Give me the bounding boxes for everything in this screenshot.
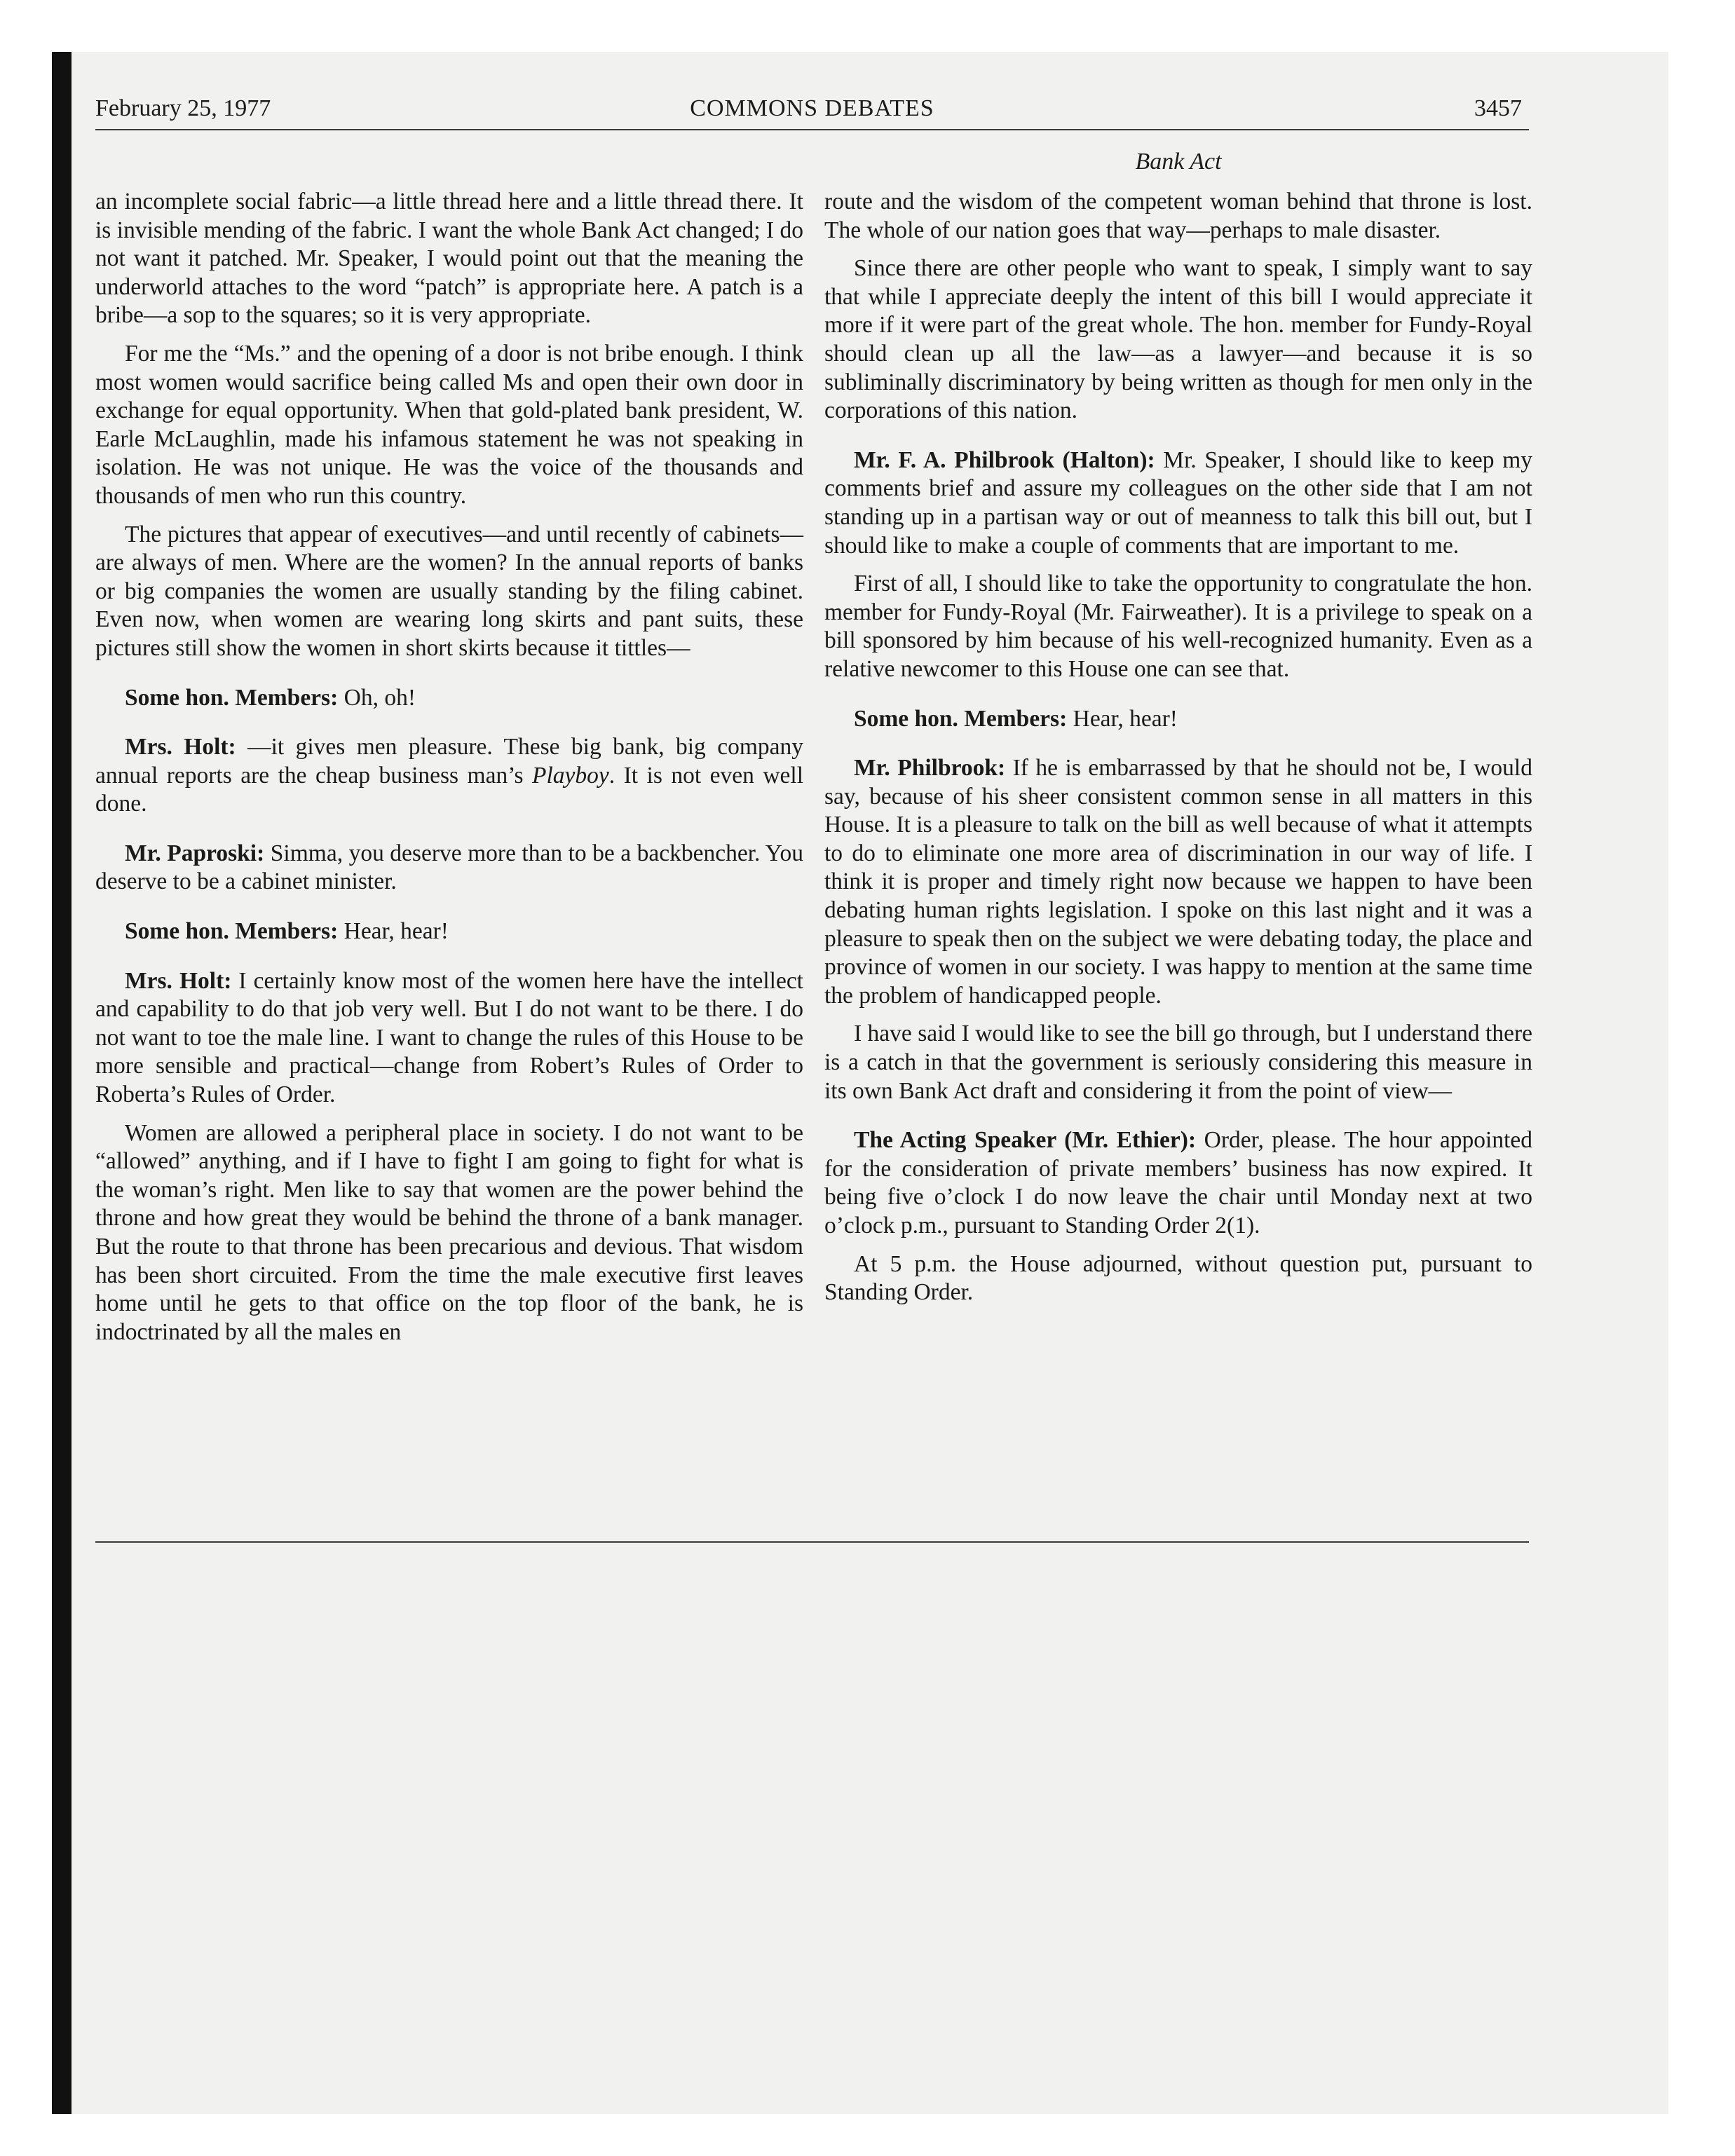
paragraph: Women are allowed a peripheral place in society. I do not want to be “allowed” anything, and if I have to fight I am going to fight for what is the woman’s right. Men like to say that women are the power behind the throne and how great they would be behind the throne of a bank manager. But the route to that throne has been precarious and devious. That wisdom has been short circuited. From the time the male executive first leaves home until he gets to that office on the top floor of the bank, he is indoctrinated by all the males en: [95, 1119, 803, 1345]
paragraph: First of all, I should like to take the opportunity to congratulate the hon. member for Fundy-Royal (Mr. Fairweather). It is a privilege to speak on a bill sponsored by him because of his well-recognized humanity. Even as a relative newcomer to this House one can see that.: [824, 571, 1532, 682]
speaker-name: Mr. Paproski:: [125, 840, 265, 866]
section-subhead: Bank Act: [1135, 149, 1222, 175]
speaker-name: The Acting Speaker (Mr. Ethier):: [854, 1127, 1197, 1154]
page-header: [95, 95, 1529, 130]
paragraph: route and the wisdom of the competent woman behind that throne is lost. The whole of our nation goes that way—perhaps to male disaster.: [824, 189, 1532, 243]
paragraph: an incomplete social fabric—a little thread here and a little thread there. It is invisible mending of the fabric. I want the whole Bank Act changed; I do not want it patched. Mr. Speaker, I would point out that the meaning the underworld attaches to the word “patch” is appropriate here. A patch is a bribe—a sop to the squares; so it is very appropriate.: [95, 189, 803, 329]
speaker-name: Some hon. Members:: [854, 705, 1068, 732]
page-number: 3457: [1474, 95, 1522, 121]
paragraph: I have said I would like to see the bill go through, but I understand there is a catch in that the government is seriously considering this measure in its own Bank Act draft and considering it from the point of view—: [824, 1021, 1532, 1104]
scan-edge: [52, 52, 72, 2114]
speech-text: Hear, hear!: [338, 918, 449, 945]
right-column: [824, 188, 1532, 1317]
header-title: COMMONS DEBATES: [690, 95, 934, 121]
speech: [824, 754, 1532, 1010]
speech-text: I certainly know most of the women here have the intellect and capability to do that job very well. But I do not want to be there. I do not want to toe the male line. I want to change the rules of this House to be more sensible and practical—change from Robert’s Rules of Order to Roberta’s Rules of Order.: [95, 967, 803, 1108]
speaker-name: Mrs. Holt:: [125, 967, 232, 994]
speech-interjection: [95, 917, 803, 946]
speech: [824, 446, 1532, 560]
paragraph: Since there are other people who want to speak, I simply want to say that while I appreciate deeply the intent of this bill I would appreciate it more if it were part of the great whole. The hon. member for Fundy-Royal should clean up all the law—as a lawyer—and because it is so subliminally discriminatory by being written as though for men only in the corporations of this nation.: [824, 255, 1532, 424]
speaker-name: Mr. F. A. Philbrook (Halton):: [854, 446, 1155, 473]
speech-text: If he is embarrassed by that he should not be, I would say, because of his sheer consistent common sense in all matters in this House. It is a pleasure to talk on the bill as well because of what it attempts to do to eliminate one more area of discrimination in our way of life. I think it is proper and timely right now because we happen to have been debating human rights legislation. I spoke on this last night and it was a pleasure to speak then on the subject we were debating today, the place and province of women in our society. I was happy to mention at the same time the problem of handicapped people.: [824, 755, 1532, 1009]
speech-interjection: [824, 705, 1532, 734]
paragraph: At 5 p.m. the House adjourned, without question put, pursuant to Standing Order.: [824, 1250, 1532, 1306]
speech: [824, 1126, 1532, 1240]
paragraph: For me the “Ms.” and the opening of a door is not bribe enough. I think most women would sacrifice being called Ms and open their own door in exchange for equal opportunity. When that gold-plated bank president, W. Earle McLaughlin, made his infamous statement he was not speaking in isolation. He was not unique. He was the voice of the thousands and thousands of men who run this country.: [95, 340, 803, 509]
speech: [95, 733, 803, 819]
speech-text: Mr. Speaker, I should like to keep my comments brief and assure my colleagues on the other side that I am not standing up in a partisan way or out of meanness to talk this bill out, but I should like to make a couple of comments that are important to me.: [824, 446, 1532, 559]
header-date: February 25, 1977: [95, 95, 271, 121]
footer-rule: [95, 1541, 1529, 1543]
speech: [95, 840, 803, 896]
speech-text: Oh, oh!: [338, 684, 416, 711]
speech-text: Hear, hear!: [1067, 705, 1178, 732]
speaker-name: Some hon. Members:: [125, 918, 339, 945]
speech-text: Order, please. The hour appointed for the consideration of private members’ business has now expired. It being five o’clock I do now leave the chair until Monday next at two o’clock p.m., pursuant to Standing Order 2(1).: [824, 1127, 1533, 1239]
paragraph: The pictures that appear of executives—and until recently of cabinets—are always of men. Where are the women? In the annual reports of banks or big companies the women are usually standing by the filing cabinet. Even now, when women are wearing long skirts and pant suits, these pictures still show the women in short skirts because it tittles—: [95, 521, 803, 661]
speaker-name: Mr. Philbrook:: [854, 755, 1006, 782]
italic-title: Playboy: [532, 762, 609, 789]
speech-text: —it gives men pleasure. These big bank, big company annual reports are the cheap business man’s: [95, 734, 803, 789]
speaker-name: Mrs. Holt:: [125, 734, 236, 760]
speaker-name: Some hon. Members:: [125, 684, 339, 711]
speech: [95, 967, 803, 1110]
left-column: [95, 188, 803, 1356]
speech-text: . It is not even well done.: [95, 762, 803, 817]
speech-interjection: [95, 684, 803, 713]
speech-text: Simma, you deserve more than to be a backbencher. You deserve to be a cabinet minister.: [95, 840, 803, 895]
